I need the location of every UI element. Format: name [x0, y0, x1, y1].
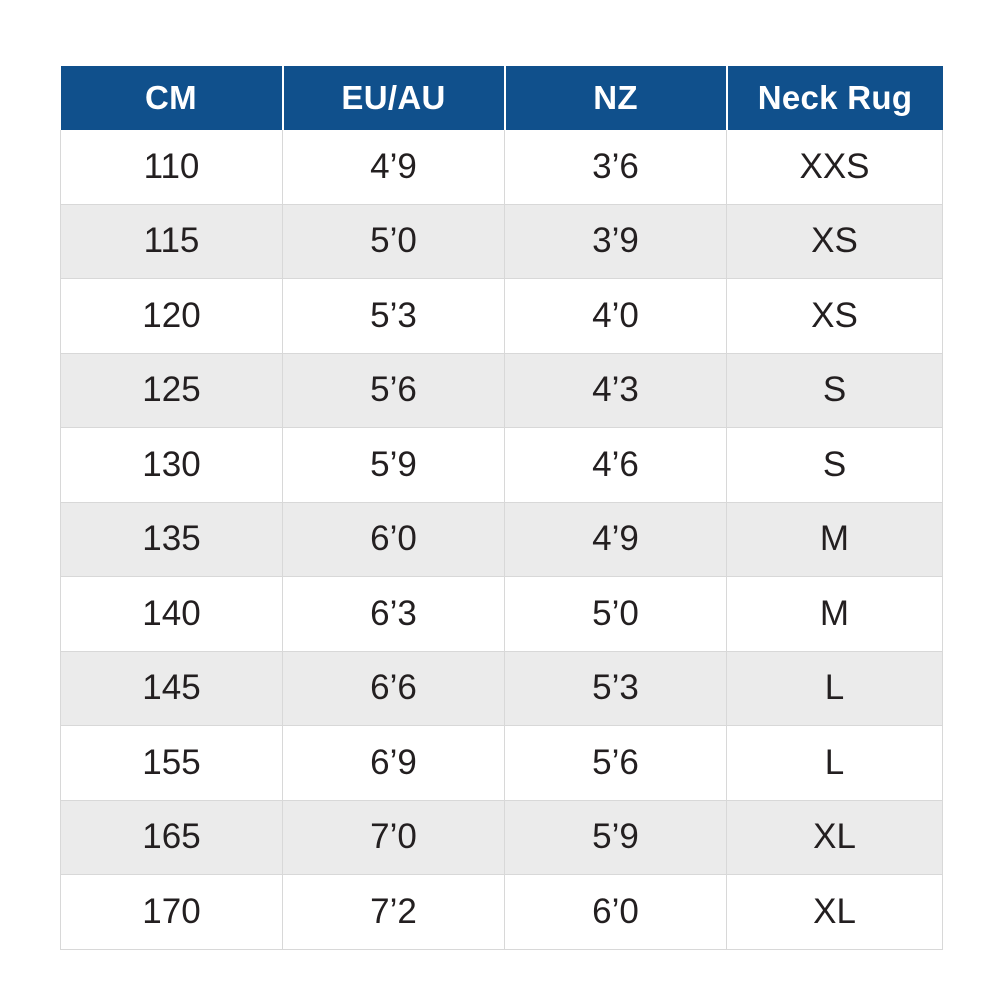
cell-nz: 5’6	[505, 726, 727, 801]
cell-cm: 130	[61, 428, 283, 503]
cell-eu-au: 7’2	[283, 875, 505, 950]
table-header-row	[61, 66, 943, 130]
cell-eu-au: 6’3	[283, 577, 505, 652]
table-row	[61, 726, 943, 801]
cell-eu-au: 5’0	[283, 204, 505, 279]
cell-neck-rug: M	[727, 577, 943, 652]
cell-neck-rug: XXS	[727, 130, 943, 204]
cell-nz: 5’0	[505, 577, 727, 652]
table-row	[61, 353, 943, 428]
table-row	[61, 875, 943, 950]
table-body	[61, 130, 943, 949]
cell-eu-au: 7’0	[283, 800, 505, 875]
cell-neck-rug: S	[727, 428, 943, 503]
cell-nz: 4’9	[505, 502, 727, 577]
size-chart-table	[60, 66, 943, 950]
cell-neck-rug: XL	[727, 800, 943, 875]
column-header-neck-rug: Neck Rug	[727, 66, 943, 130]
cell-cm: 125	[61, 353, 283, 428]
cell-nz: 5’9	[505, 800, 727, 875]
cell-cm: 170	[61, 875, 283, 950]
cell-eu-au: 6’6	[283, 651, 505, 726]
cell-neck-rug: S	[727, 353, 943, 428]
cell-eu-au: 5’3	[283, 279, 505, 354]
cell-eu-au: 6’9	[283, 726, 505, 801]
cell-neck-rug: XL	[727, 875, 943, 950]
cell-cm: 140	[61, 577, 283, 652]
cell-neck-rug: L	[727, 651, 943, 726]
cell-nz: 4’3	[505, 353, 727, 428]
cell-cm: 135	[61, 502, 283, 577]
cell-eu-au: 4’9	[283, 130, 505, 204]
column-header-nz: NZ	[505, 66, 727, 130]
column-header-cm: CM	[61, 66, 283, 130]
cell-eu-au: 6’0	[283, 502, 505, 577]
cell-cm: 145	[61, 651, 283, 726]
cell-neck-rug: XS	[727, 279, 943, 354]
cell-nz: 4’6	[505, 428, 727, 503]
cell-neck-rug: M	[727, 502, 943, 577]
cell-cm: 165	[61, 800, 283, 875]
cell-eu-au: 5’6	[283, 353, 505, 428]
cell-cm: 115	[61, 204, 283, 279]
cell-neck-rug: XS	[727, 204, 943, 279]
cell-nz: 3’6	[505, 130, 727, 204]
table-header	[61, 66, 943, 130]
table-row	[61, 428, 943, 503]
cell-cm: 155	[61, 726, 283, 801]
table-row	[61, 502, 943, 577]
cell-nz: 3’9	[505, 204, 727, 279]
table-row	[61, 279, 943, 354]
cell-nz: 6’0	[505, 875, 727, 950]
table-row	[61, 800, 943, 875]
size-chart-table-wrapper	[60, 66, 942, 950]
cell-eu-au: 5’9	[283, 428, 505, 503]
cell-nz: 5’3	[505, 651, 727, 726]
table-row	[61, 204, 943, 279]
table-row	[61, 130, 943, 204]
column-header-eu-au: EU/AU	[283, 66, 505, 130]
cell-cm: 120	[61, 279, 283, 354]
table-row	[61, 577, 943, 652]
table-row	[61, 651, 943, 726]
cell-cm: 110	[61, 130, 283, 204]
cell-neck-rug: L	[727, 726, 943, 801]
cell-nz: 4’0	[505, 279, 727, 354]
